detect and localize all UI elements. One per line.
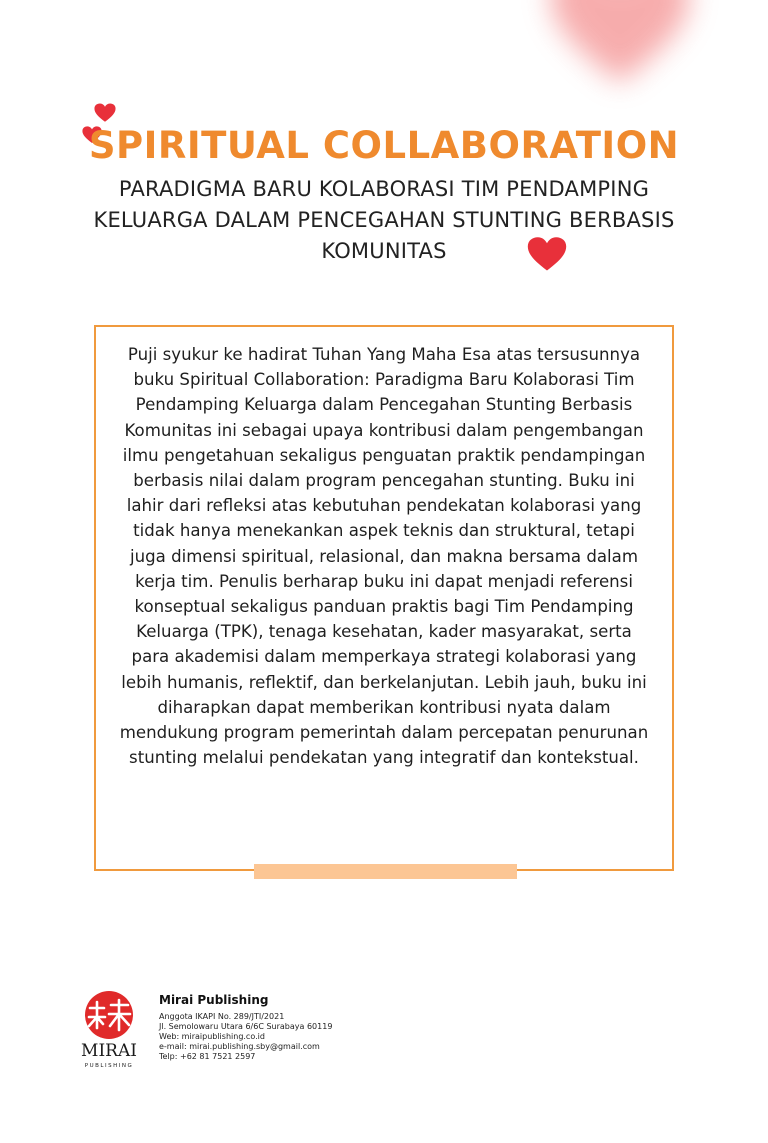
- mirai-logo: [72, 990, 147, 1070]
- logo-word: MIRAI: [81, 1041, 137, 1061]
- publisher-name: Mirai Publishing: [159, 993, 269, 1007]
- book-title: SPIRITUAL COLLABORATION: [88, 124, 680, 167]
- heart-icon: [94, 103, 116, 123]
- blurb-accent-bar: [254, 864, 517, 879]
- blurb-text: Puji syukur ke hadirat Tuhan Yang Maha Esa atas tersusunnya buku Spiritual Collaboration: Paradigma Baru Kolaborasi Tim Pendamping Keluarga dalam Pencegahan Stunting Berbasis Komunitas ini sebagai upaya kontribusi dalam pengembangan ilmu pengetahuan sekaligus penguatan praktik pendampingan berbasis nilai dalam program pencegahan stunting. Buku ini lahir dari refleksi atas kebutuhan pendekatan kolaborasi yang tidak hanya menekankan aspek teknis dan struktural, tetapi juga dimensi spiritual, relasional, dan makna bersama dalam kerja tim. Penulis berharap buku ini dapat menjadi referensi konseptual sekaligus panduan praktis bagi Tim Pendamping Keluarga (TPK), tenaga kesehatan, kader masyarakat, serta para akademisi dalam memperkaya strategi kolaborasi yang lebih humanis, reflektif, dan berkelanjutan. Lebih jauh, buku ini diharapkan dapat memberikan kontribusi nyata dalam mendukung program pemerintah dalam percepatan penurunan stunting melalui pendekatan yang integratif dan kontekstual.: [119, 345, 649, 768]
- book-subtitle: PARADIGMA BARU KOLABORASI TIM PENDAMPING KELUARGA DALAM PENCEGAHAN STUNTING BERBASIS KOMUNITAS: [93, 177, 675, 263]
- publisher-web: Web: miraipublishing.co.id: [159, 1032, 265, 1041]
- publisher-phone: Telp: +62 81 7521 2597: [159, 1052, 256, 1061]
- logo-subword: PUBLISHING: [84, 1063, 134, 1069]
- blurred-heart-decoration: [545, 0, 695, 90]
- publisher-email: e-mail: mirai.publishing.sby@gmail.com: [159, 1042, 320, 1051]
- publisher-address: Jl. Semolowaru Utara 6/6C Surabaya 60119: [159, 1022, 333, 1031]
- publisher-ikapi: Anggota IKAPI No. 289/JTI/2021: [159, 1012, 285, 1021]
